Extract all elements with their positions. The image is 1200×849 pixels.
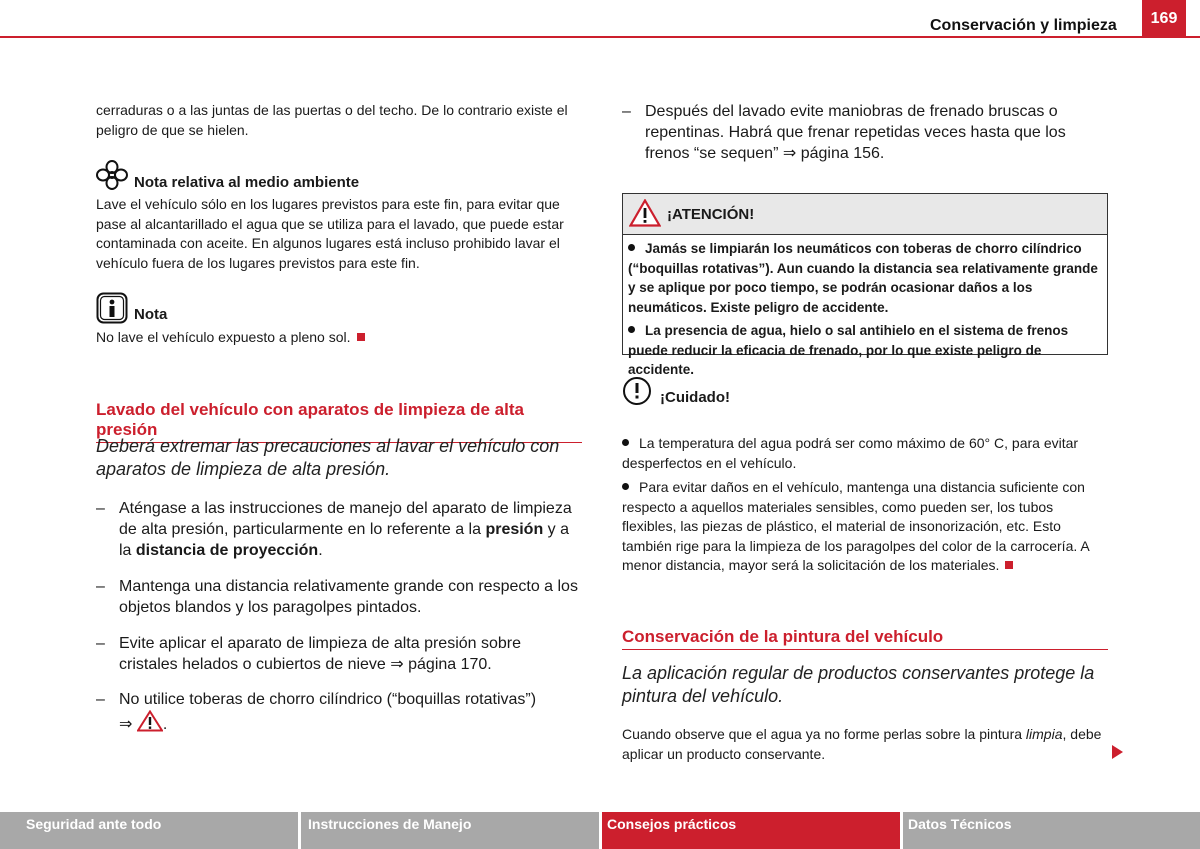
page-number: 169	[1142, 0, 1186, 38]
info-icon	[96, 292, 128, 329]
footer-tab-safety[interactable]: Seguridad ante todo	[0, 812, 298, 849]
list-item: – Después del lavado evite maniobras de frenado bruscas o repentinas. Habrá que frenar repetidas veces hasta que los frenos “se sequen” ⇒ página 156.	[622, 103, 1066, 162]
section-heading-high-pressure: Lavado del vehículo con aparatos de limpieza de alta presión	[96, 400, 582, 443]
page-header-title: Conservación y limpieza	[930, 17, 1117, 34]
footer-tab-operation[interactable]: Instrucciones de Manejo	[301, 812, 599, 849]
end-marker	[357, 333, 365, 341]
note-text: No lave el vehículo expuesto a pleno sol.	[96, 328, 582, 348]
flower-icon	[96, 160, 128, 195]
env-note-title: Nota relativa al medio ambiente	[134, 174, 360, 191]
warning-bullet: La presencia de agua, hielo o sal antihielo en el sistema de frenos puede reducir la eficacia de frenado, por lo que existe peligro de accidente.	[628, 323, 1069, 377]
env-note-text: Lave el vehículo sólo en los lugares previstos para este fin, para evitar que pase al alcantarillado el agua que se utiliza para el lavado, que puede estar contaminada con aceite. En algunos lugares está incluso prohibido lavar el vehículo fuera de los lugares previstos para este fin.	[96, 196, 564, 271]
note-title: Nota	[134, 306, 168, 323]
warning-box	[622, 193, 1108, 377]
warning-title: ¡ATENCIÓN!	[667, 206, 755, 223]
warning-bullet: Jamás se limpiarán los neumáticos con toberas de chorro cilíndrico (“boquillas rotativas”). Aun cuando la distancia sea relativamente grande y se aplique por poco tiempo, se podrán ocasionar daños a los neumáticos. Existe peligro de accidente.	[628, 241, 1098, 315]
caution-bullet: Para evitar daños en el vehículo, mantenga una distancia suficiente con respecto a aquellos materiales sensibles, como pueden ser, los tubos flexibles, las piezas de plástico, el material de insonorización, etc. Esto también rige para la limpieza de los paragolpes del color de la carrocería. A menor distancia, mayor será la solicitación de los materiales.	[622, 479, 1089, 573]
next-page-arrow-icon[interactable]	[1112, 745, 1123, 759]
caution-bullet: La temperatura del agua podrá ser como máximo de 60° C, para evitar desperfectos en el vehículo.	[622, 435, 1079, 471]
header-rule	[0, 36, 1200, 38]
list-item: – Mantenga una distancia relativamente grande con respecto a los objetos blandos y los paragolpes pintados.	[96, 578, 578, 616]
footer-tab-practical-tips[interactable]: Consejos prácticos	[602, 812, 900, 849]
warning-triangle-icon	[137, 710, 163, 732]
paint-care-text: Cuando observe que el agua ya no forme perlas sobre la pintura limpia, debe aplicar un producto conservante.	[622, 726, 1102, 762]
footer-tab-technical-data[interactable]: Datos Técnicos	[903, 812, 1200, 849]
section-intro-high-pressure: Deberá extremar las precauciones al lavar el vehículo con aparatos de limpieza de alta presión.	[96, 436, 560, 479]
continuation-text: cerraduras o a las juntas de las puertas o del techo. De lo contrario existe el peligro de que se hielen.	[96, 102, 568, 138]
section-intro-paint-care: La aplicación regular de productos conservantes protege la pintura del vehículo.	[622, 663, 1095, 706]
list-item: – No utilice toberas de chorro cilíndrico (“boquillas rotativas”) ⇒ .	[96, 691, 537, 733]
end-marker	[1005, 561, 1013, 569]
caution-title: ¡Cuidado!	[660, 389, 730, 406]
warning-triangle-icon	[629, 199, 661, 227]
section-heading-paint-care: Conservación de la pintura del vehículo	[622, 627, 1108, 650]
caution-icon	[622, 376, 652, 411]
list-item: – Evite aplicar el aparato de limpieza de alta presión sobre cristales helados o cubiertos de nieve ⇒ página 170.	[96, 635, 522, 673]
list-item: – Aténgase a las instrucciones de manejo del aparato de limpieza de alta presión, particularmente en lo referente a la presión y a la distancia de proyección.	[96, 500, 572, 559]
